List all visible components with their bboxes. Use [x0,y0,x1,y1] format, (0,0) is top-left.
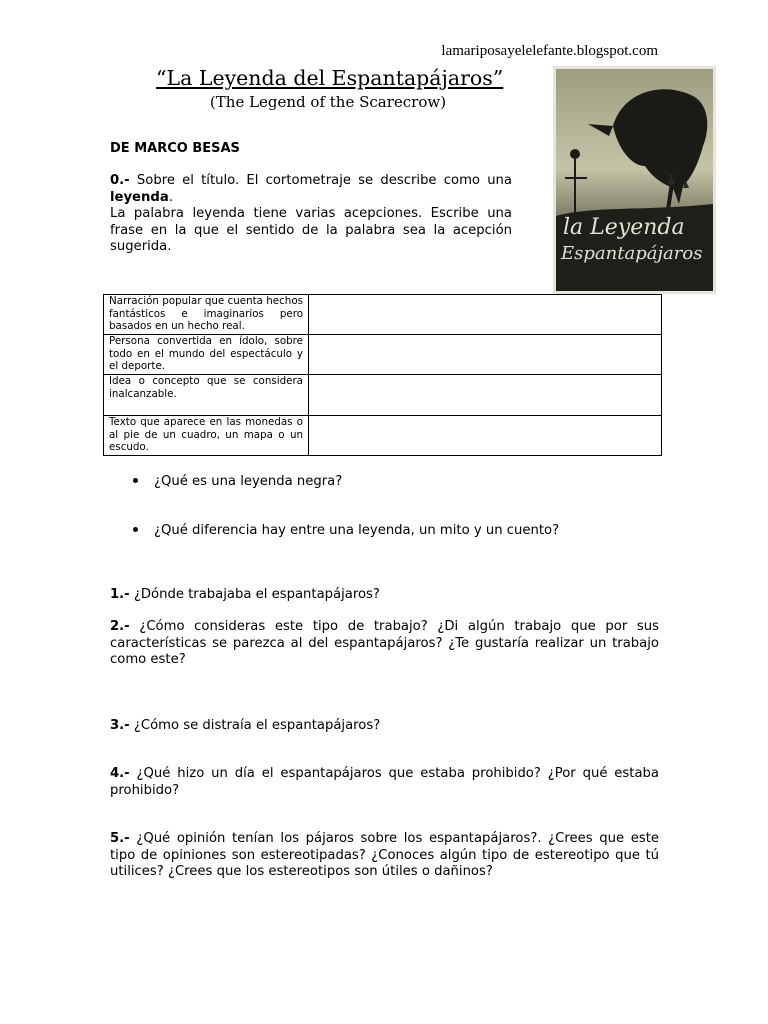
answer-cell[interactable] [309,295,662,335]
question-number: 3.- [110,718,130,733]
bullet-icon [133,478,138,483]
answer-cell[interactable] [309,416,662,456]
bullet-text: ¿Qué diferencia hay entre una leyenda, un mito y un cuento? [154,523,560,538]
question-number: 2.- [110,619,130,634]
question-number: 5.- [110,831,130,846]
answer-cell[interactable] [309,335,662,375]
definition-cell: Persona convertida en ídolo, sobre todo en el mundo del espectáculo y el deporte. [104,335,309,375]
table-row [104,295,662,335]
poster-title-line2: Espantapájaros [561,243,703,264]
question-number: 4.- [110,766,130,781]
answer-cell[interactable] [309,375,662,416]
bullet-icon [133,527,138,532]
question-2 [110,619,659,669]
definition-cell: Narración popular que cuenta hechos fantásticos e imaginarios pero basados en un hecho real. [104,295,309,335]
question-number: 1.- [110,587,130,602]
question-text: ¿Qué hizo un día el espantapájaros que estaba prohibido? ¿Por qué estaba prohibido? [110,766,659,798]
question-4 [110,766,659,799]
keyword-leyenda: leyenda [110,189,169,205]
question-text: Sobre el título. El cortometraje se describe como una [129,173,512,188]
question-1 [110,587,659,604]
question-text: . [168,189,173,205]
definitions-table [103,294,662,456]
definition-cell: Idea o concepto que se considera inalcanzable. [104,375,309,416]
blog-url: lamariposayelelefante.blogspot.com [441,43,658,59]
table-row [104,335,662,375]
question-text: ¿Dónde trabajaba el espantapájaros? [129,587,380,602]
question-instruction: La palabra leyenda tiene varias acepciones. Escribe una frase en la que el sentido de la palabra sea la acepción sugerida. [110,206,512,255]
question-text: ¿Qué opinión tenían los pájaros sobre los espantapájaros?. ¿Crees que este tipo de opiniones son estereotipadas? ¿Conoces algún tipo de estereotipo que tú utilices? ¿Crees que los estereotipos son útiles o dañinos? [110,831,659,880]
list-item [133,474,342,489]
question-text: ¿Cómo se distraía el espantapájaros? [129,718,381,733]
document-title: “La Leyenda del Espantapájaros” [156,66,504,90]
question-number: 0.- [110,173,130,188]
question-3 [110,718,659,735]
document-subtitle: (The Legend of the Scarecrow) [209,93,447,111]
bullet-text: ¿Qué es una leyenda negra? [154,474,343,489]
author-line: DE MARCO BESAS [110,141,240,156]
list-item [133,523,559,538]
poster-title-line1: la Leyenda [563,215,685,240]
question-5 [110,831,659,881]
definition-cell: Texto que aparece en las monedas o al pie de un cuadro, un mapa o un escudo. [104,416,309,456]
question-text: ¿Cómo consideras este tipo de trabajo? ¿Di algún trabajo que por sus características se parezca al del espantapájaros? ¿Te gustaría realizar un trabajo como este? [110,619,659,668]
table-row [104,375,662,416]
question-0 [110,173,512,256]
table-row [104,416,662,456]
movie-poster-image [553,66,716,294]
